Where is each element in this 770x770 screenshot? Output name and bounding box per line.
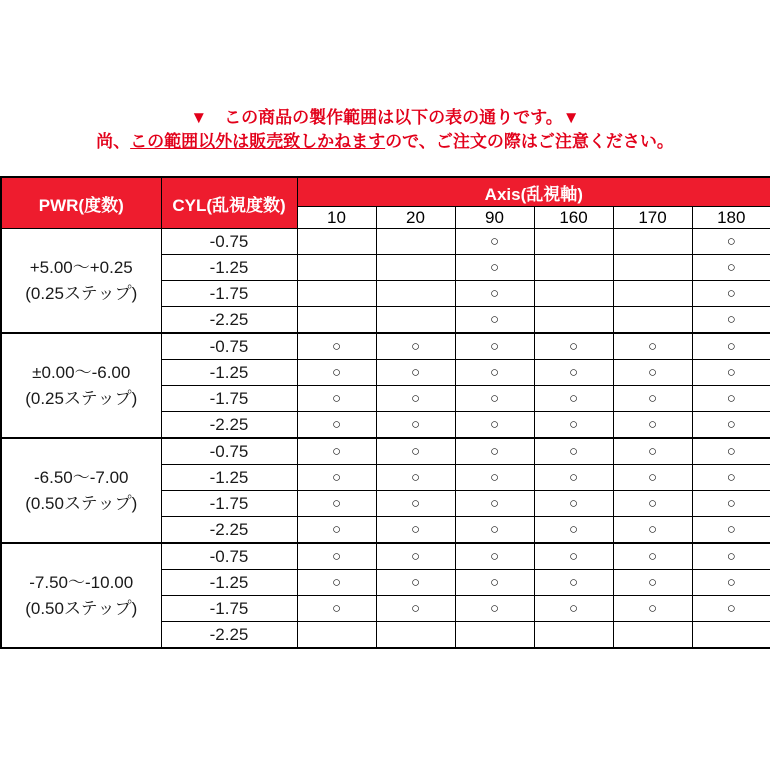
pwr-range-value: ±0.00〜-6.00	[32, 362, 131, 382]
axis-available-mark: ○	[455, 333, 534, 360]
axis-empty-cell	[297, 255, 376, 281]
axis-available-mark: ○	[534, 596, 613, 622]
pwr-range-value: +5.00〜+0.25	[29, 257, 133, 277]
cyl-value-cell: -2.25	[161, 622, 297, 649]
axis-available-mark: ○	[297, 570, 376, 596]
axis-empty-cell	[613, 622, 692, 649]
axis-available-mark: ○	[376, 517, 455, 544]
axis-available-mark: ○	[692, 386, 770, 412]
axis-available-mark: ○	[455, 307, 534, 334]
axis-empty-cell	[534, 307, 613, 334]
axis-available-mark: ○	[692, 333, 770, 360]
axis-available-mark: ○	[534, 438, 613, 465]
axis-available-mark: ○	[613, 465, 692, 491]
axis-available-mark: ○	[692, 229, 770, 255]
axis-available-mark: ○	[534, 491, 613, 517]
axis-available-mark: ○	[455, 360, 534, 386]
axis-column-header: 90	[455, 207, 534, 229]
cyl-value-cell: -2.25	[161, 517, 297, 544]
axis-available-mark: ○	[455, 438, 534, 465]
axis-column-header: 20	[376, 207, 455, 229]
axis-column-header: 10	[297, 207, 376, 229]
pwr-step-value: (0.50ステップ)	[25, 598, 138, 618]
axis-available-mark: ○	[297, 438, 376, 465]
axis-available-mark: ○	[455, 517, 534, 544]
axis-empty-cell	[613, 281, 692, 307]
axis-empty-cell	[534, 622, 613, 649]
axis-available-mark: ○	[534, 333, 613, 360]
pwr-range-cell	[1, 333, 161, 438]
production-range-table	[0, 176, 770, 649]
axis-column-header: 160	[534, 207, 613, 229]
axis-available-mark: ○	[455, 570, 534, 596]
cyl-value-cell: -0.75	[161, 333, 297, 360]
notice-line2-prefix: 尚、	[96, 132, 131, 151]
table-row	[1, 438, 770, 465]
cyl-value-cell: -1.25	[161, 255, 297, 281]
cyl-value-cell: -0.75	[161, 543, 297, 570]
axis-available-mark: ○	[692, 543, 770, 570]
axis-column-header: 170	[613, 207, 692, 229]
table-row	[1, 543, 770, 570]
axis-available-mark: ○	[692, 517, 770, 544]
cyl-value-cell: -0.75	[161, 438, 297, 465]
axis-available-mark: ○	[613, 386, 692, 412]
axis-available-mark: ○	[613, 570, 692, 596]
axis-available-mark: ○	[534, 360, 613, 386]
axis-empty-cell	[376, 255, 455, 281]
axis-available-mark: ○	[455, 465, 534, 491]
axis-available-mark: ○	[376, 465, 455, 491]
axis-available-mark: ○	[455, 543, 534, 570]
axis-available-mark: ○	[613, 517, 692, 544]
pwr-step-value: (0.25ステップ)	[25, 283, 138, 303]
cyl-value-cell: -1.75	[161, 281, 297, 307]
axis-available-mark: ○	[376, 570, 455, 596]
pwr-range-value: -7.50〜-10.00	[29, 572, 134, 592]
cyl-value-cell: -2.25	[161, 412, 297, 439]
axis-available-mark: ○	[376, 491, 455, 517]
axis-available-mark: ○	[613, 438, 692, 465]
axis-empty-cell	[692, 622, 770, 649]
axis-available-mark: ○	[692, 255, 770, 281]
axis-available-mark: ○	[376, 438, 455, 465]
axis-empty-cell	[534, 255, 613, 281]
axis-available-mark: ○	[613, 360, 692, 386]
pwr-step-value: (0.25ステップ)	[25, 388, 138, 408]
cyl-value-cell: -1.25	[161, 570, 297, 596]
axis-empty-cell	[455, 622, 534, 649]
pwr-range-cell	[1, 229, 161, 334]
axis-available-mark: ○	[613, 412, 692, 439]
notice-line-2	[0, 130, 770, 154]
axis-empty-cell	[376, 622, 455, 649]
axis-group-header: Axis(乱視軸)	[297, 177, 770, 207]
cyl-value-cell: -1.75	[161, 596, 297, 622]
axis-available-mark: ○	[376, 543, 455, 570]
table-row	[1, 229, 770, 255]
axis-empty-cell	[613, 307, 692, 334]
axis-available-mark: ○	[455, 491, 534, 517]
axis-available-mark: ○	[455, 596, 534, 622]
axis-available-mark: ○	[692, 281, 770, 307]
axis-available-mark: ○	[534, 517, 613, 544]
production-range-notice	[0, 0, 770, 154]
cyl-value-cell: -1.75	[161, 386, 297, 412]
axis-available-mark: ○	[455, 281, 534, 307]
cyl-value-cell: -1.25	[161, 360, 297, 386]
axis-available-mark: ○	[297, 386, 376, 412]
cyl-value-cell: -1.75	[161, 491, 297, 517]
pwr-range-cell	[1, 438, 161, 543]
axis-available-mark: ○	[455, 229, 534, 255]
axis-available-mark: ○	[376, 412, 455, 439]
axis-available-mark: ○	[692, 360, 770, 386]
axis-empty-cell	[297, 622, 376, 649]
axis-available-mark: ○	[692, 570, 770, 596]
notice-line-1: ▼ この商品の製作範囲は以下の表の通りです。▼	[190, 108, 580, 127]
axis-available-mark: ○	[297, 517, 376, 544]
axis-empty-cell	[534, 229, 613, 255]
axis-available-mark: ○	[297, 412, 376, 439]
pwr-column-header: PWR(度数)	[1, 177, 161, 229]
axis-available-mark: ○	[455, 386, 534, 412]
axis-available-mark: ○	[376, 333, 455, 360]
cyl-column-header: CYL(乱視度数)	[161, 177, 297, 229]
cyl-value-cell: -0.75	[161, 229, 297, 255]
axis-available-mark: ○	[692, 596, 770, 622]
axis-available-mark: ○	[534, 386, 613, 412]
axis-empty-cell	[534, 281, 613, 307]
axis-available-mark: ○	[692, 465, 770, 491]
axis-available-mark: ○	[534, 570, 613, 596]
axis-available-mark: ○	[455, 412, 534, 439]
axis-available-mark: ○	[613, 333, 692, 360]
axis-empty-cell	[613, 255, 692, 281]
axis-empty-cell	[376, 307, 455, 334]
cyl-value-cell: -1.25	[161, 465, 297, 491]
axis-available-mark: ○	[534, 465, 613, 491]
axis-available-mark: ○	[376, 596, 455, 622]
notice-line2-suffix: ので、ご注文の際はご注意ください。	[385, 132, 674, 151]
table-body	[1, 229, 770, 649]
axis-empty-cell	[297, 307, 376, 334]
axis-available-mark: ○	[297, 465, 376, 491]
axis-empty-cell	[376, 229, 455, 255]
pwr-range-cell	[1, 543, 161, 648]
pwr-range-value: -6.50〜-7.00	[34, 467, 129, 487]
axis-available-mark: ○	[692, 307, 770, 334]
axis-empty-cell	[613, 229, 692, 255]
axis-available-mark: ○	[692, 438, 770, 465]
axis-available-mark: ○	[613, 596, 692, 622]
axis-available-mark: ○	[455, 255, 534, 281]
axis-available-mark: ○	[534, 412, 613, 439]
axis-empty-cell	[297, 229, 376, 255]
header-row-1	[1, 177, 770, 207]
axis-available-mark: ○	[534, 543, 613, 570]
axis-available-mark: ○	[297, 360, 376, 386]
axis-available-mark: ○	[692, 412, 770, 439]
table-row	[1, 333, 770, 360]
pwr-step-value: (0.50ステップ)	[25, 493, 138, 513]
axis-available-mark: ○	[376, 360, 455, 386]
axis-available-mark: ○	[297, 491, 376, 517]
axis-available-mark: ○	[613, 543, 692, 570]
axis-available-mark: ○	[297, 543, 376, 570]
cyl-value-cell: -2.25	[161, 307, 297, 334]
axis-available-mark: ○	[692, 491, 770, 517]
axis-available-mark: ○	[376, 386, 455, 412]
axis-available-mark: ○	[297, 333, 376, 360]
axis-column-header: 180	[692, 207, 770, 229]
axis-available-mark: ○	[613, 491, 692, 517]
axis-empty-cell	[297, 281, 376, 307]
axis-available-mark: ○	[297, 596, 376, 622]
notice-line2-underlined: この範囲以外は販売致しかねます	[130, 132, 386, 151]
axis-empty-cell	[376, 281, 455, 307]
